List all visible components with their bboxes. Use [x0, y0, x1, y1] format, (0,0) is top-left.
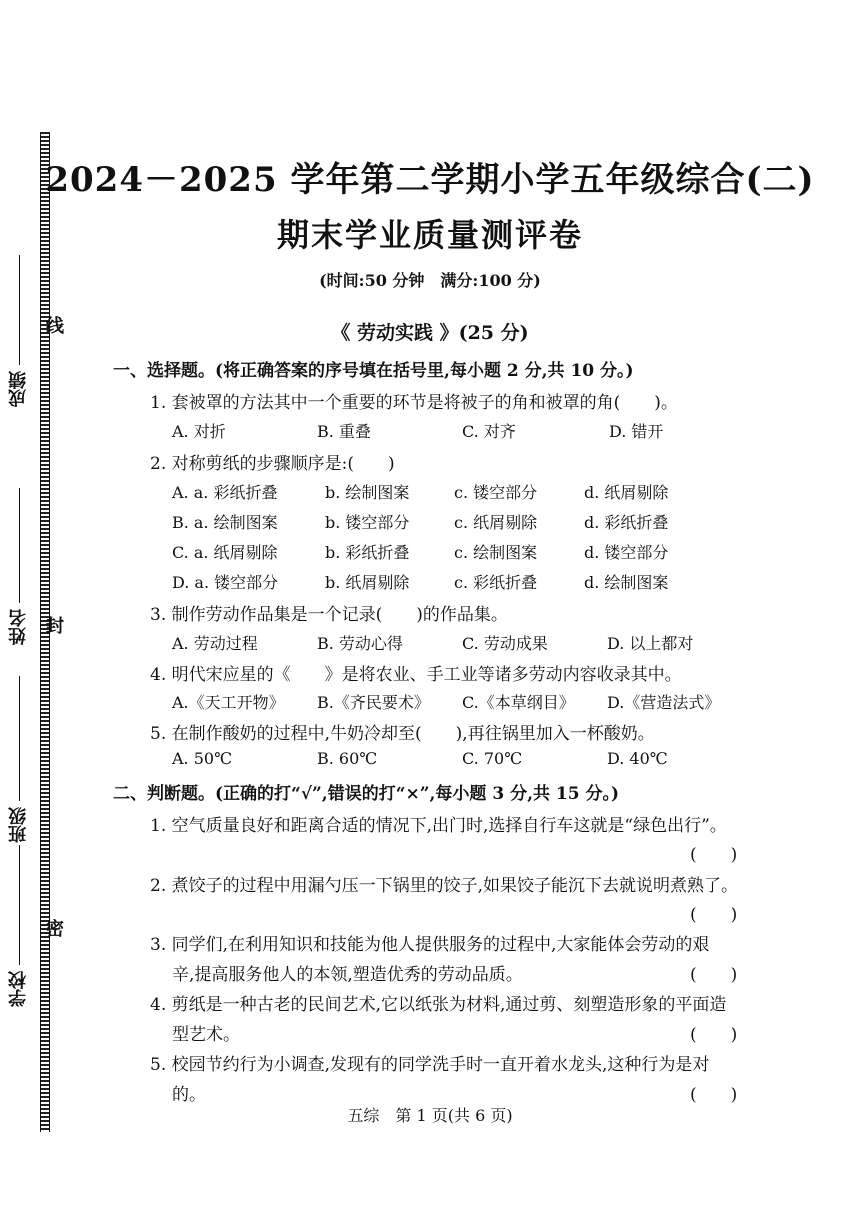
judge-item-4-answer-paren[interactable]: ( ) [690, 1025, 738, 1045]
seal-char-xian: 线 [46, 316, 64, 337]
q2-option-b-step4: d. 彩纸折叠 [584, 513, 669, 532]
judge-item-5-line2: 的。 [172, 1085, 206, 1105]
question-3: 3. 制作劳动作品集是一个记录( )的作品集。 [150, 605, 508, 625]
judge-item-1-answer-paren[interactable]: ( ) [690, 845, 738, 865]
q2-option-a-step4: d. 纸屑剔除 [584, 483, 669, 502]
q2-option-c-step2: b. 彩纸折叠 [325, 543, 410, 562]
page-footer: 五综 第 1 页(共 6 页) [347, 1106, 513, 1125]
q5-option-b[interactable]: B. 60℃ [317, 749, 378, 768]
name-write-line [18, 488, 20, 603]
q2-option-a-step2: b. 绘制图案 [325, 483, 410, 502]
school-label: 学校 [8, 971, 29, 1007]
q2-option-c-step4: d. 镂空部分 [584, 543, 669, 562]
q4-option-c[interactable]: C.《本草纲目》 [462, 693, 575, 712]
part2-heading: 二、判断题。(正确的打“√”,错误的打“×”,每小题 3 分,共 15 分。) [113, 784, 620, 804]
judge-item-3-answer-paren[interactable]: ( ) [690, 965, 738, 985]
seal-char-mi: 密 [46, 919, 64, 940]
exam-time-score: (时间:50 分钟 满分:100 分) [319, 271, 541, 290]
school-field[interactable] [8, 845, 30, 1007]
q5-option-a[interactable]: A. 50℃ [172, 749, 232, 768]
q2-option-b-step1[interactable]: B. a. 绘制图案 [172, 513, 278, 532]
school-write-line [18, 845, 20, 965]
judge-item-3-line2: 辛,提高服务他人的本领,塑造优秀的劳动品质。 [172, 965, 523, 985]
q4-option-a[interactable]: A.《天工开物》 [172, 693, 285, 712]
q2-option-c-step1[interactable]: C. a. 纸屑剔除 [172, 543, 278, 562]
seal-char-feng: 封 [46, 616, 64, 637]
q4-option-b[interactable]: B.《齐民要术》 [317, 693, 430, 712]
q2-option-b-step3: c. 纸屑剔除 [454, 513, 538, 532]
class-write-line [18, 676, 20, 801]
q4-option-d[interactable]: D.《营造法式》 [607, 693, 721, 712]
judge-item-2-answer-paren[interactable]: ( ) [690, 905, 738, 925]
judge-item-4-line2: 型艺术。 [172, 1025, 240, 1045]
question-1: 1. 套被罩的方法其中一个重要的环节是将被子的角和被罩的角( )。 [150, 393, 678, 413]
q3-option-b[interactable]: B. 劳动心得 [317, 634, 403, 653]
score-label: 成绩 [8, 371, 29, 407]
section-title: 《 劳动实践 》(25 分) [331, 322, 529, 344]
judge-item-5-answer-paren[interactable]: ( ) [690, 1085, 738, 1105]
name-field[interactable] [8, 488, 30, 645]
q2-option-c-step3: c. 绘制图案 [454, 543, 538, 562]
judge-item-3-line1: 3. 同学们,在利用知识和技能为他人提供服务的过程中,大家能体会劳动的艰 [150, 935, 710, 955]
q2-option-d-step4: d. 绘制图案 [584, 573, 669, 592]
q2-option-d-step3: c. 彩纸折叠 [454, 573, 538, 592]
question-5: 5. 在制作酸奶的过程中,牛奶冷却至( ),再往锅里加入一杯酸奶。 [150, 724, 655, 744]
q5-option-d[interactable]: D. 40℃ [607, 749, 668, 768]
judge-item-1: 1. 空气质量良好和距离合适的情况下,出门时,选择自行车这就是“绿色出行”。 [150, 816, 727, 836]
q2-option-a-step1[interactable]: A. a. 彩纸折叠 [172, 483, 278, 502]
part1-heading: 一、选择题。(将正确答案的序号填在括号里,每小题 2 分,共 10 分。) [113, 361, 634, 381]
q1-option-a[interactable]: A. 对折 [172, 422, 226, 441]
exam-title-line1: 2024－2025 学年第二学期小学五年级综合(二) [45, 160, 815, 200]
question-4: 4. 明代宋应星的《 》是将农业、手工业等诸多劳动内容收录其中。 [150, 665, 682, 685]
judge-item-2: 2. 煮饺子的过程中用漏勺压一下锅里的饺子,如果饺子能沉下去就说明煮熟了。 [150, 876, 739, 896]
q2-option-d-step2: b. 纸屑剔除 [325, 573, 410, 592]
q5-option-c[interactable]: C. 70℃ [462, 749, 523, 768]
q1-option-c[interactable]: C. 对齐 [462, 422, 516, 441]
q2-option-b-step2: b. 镂空部分 [325, 513, 410, 532]
q3-option-c[interactable]: C. 劳动成果 [462, 634, 548, 653]
judge-item-5-line1: 5. 校园节约行为小调查,发现有的同学洗手时一直开着水龙头,这种行为是对 [150, 1055, 710, 1075]
class-field[interactable] [8, 676, 30, 843]
q3-option-d[interactable]: D. 以上都对 [607, 634, 694, 653]
q1-option-d[interactable]: D. 错开 [609, 422, 664, 441]
q1-option-b[interactable]: B. 重叠 [317, 422, 371, 441]
q2-option-a-step3: c. 镂空部分 [454, 483, 538, 502]
judge-item-4-line1: 4. 剪纸是一种古老的民间艺术,它以纸张为材料,通过剪、刻塑造形象的平面造 [150, 995, 727, 1015]
q3-option-a[interactable]: A. 劳动过程 [172, 634, 258, 653]
name-label: 姓名 [8, 609, 29, 645]
exam-title-line2: 期末学业质量测评卷 [276, 216, 583, 254]
q2-option-d-step1[interactable]: D. a. 镂空部分 [172, 573, 279, 592]
class-label: 班级 [8, 807, 29, 843]
question-2: 2. 对称剪纸的步骤顺序是:( ) [150, 454, 395, 474]
